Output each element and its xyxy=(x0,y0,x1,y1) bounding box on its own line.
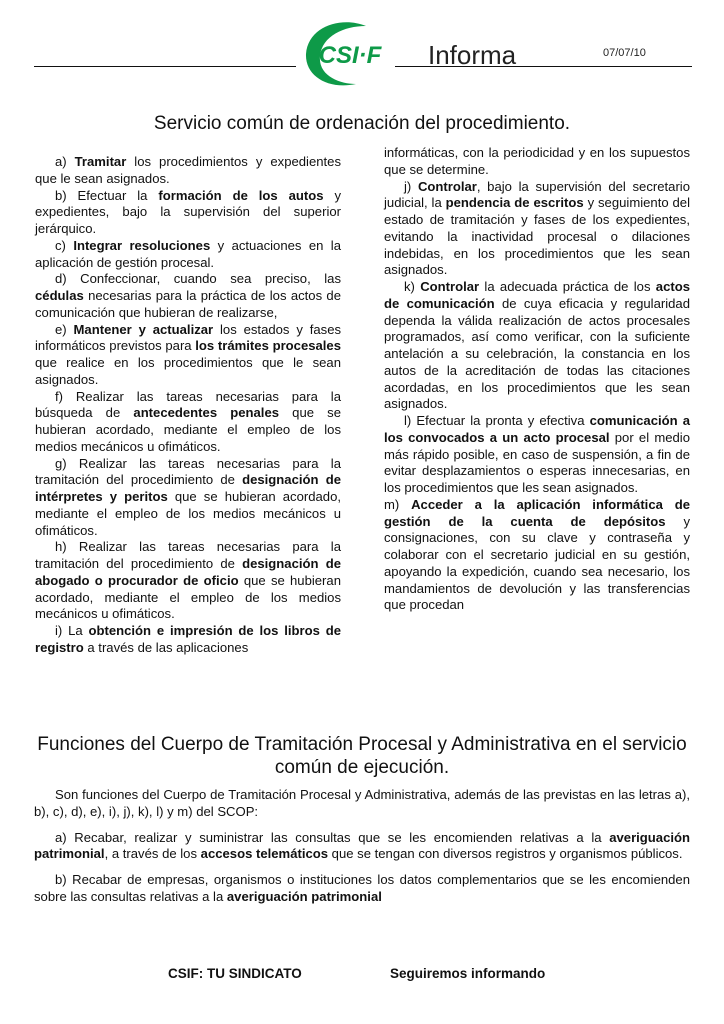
list-item xyxy=(35,322,341,389)
list-item xyxy=(35,154,341,188)
list-item xyxy=(384,145,690,179)
right-column xyxy=(384,145,690,614)
paragraph xyxy=(34,872,690,906)
list-item xyxy=(35,238,341,272)
list-item xyxy=(384,279,690,413)
text-run: m) xyxy=(384,496,412,512)
text-run: f) Realizar las tareas necesarias para la búsqueda de xyxy=(35,388,341,421)
paragraph xyxy=(34,830,690,864)
issue-date: 07/07/10 xyxy=(603,47,646,59)
bold-text: Integrar resoluciones xyxy=(73,237,211,253)
text-run: i) La xyxy=(55,623,89,638)
list-item xyxy=(384,413,690,497)
bold-text: averiguación patrimonial xyxy=(34,829,690,862)
left-column xyxy=(35,154,341,657)
text-run: g) Realizar las tareas necesarias para la tramitación del procedimiento de xyxy=(35,455,341,488)
header-rule-left xyxy=(34,66,296,67)
bold-text: Controlar xyxy=(417,178,477,194)
bold-text: Controlar xyxy=(420,279,480,294)
list-item xyxy=(35,188,341,238)
bold-text: accesos telemáticos xyxy=(200,846,329,862)
informa-label: Informa xyxy=(428,40,517,70)
bold-text: actos de comunicación xyxy=(384,279,690,311)
text-run: informáticas, con la periodicidad y en los supuestos que se determine. xyxy=(384,145,690,177)
text-run: y seguimiento del estado de tramitación y fases de los expedientes, evitando la inactividad procesal o dilaciones indebidas, en los procedimientos que les sean asignados. xyxy=(384,195,690,278)
text-run: h) Realizar las tareas necesarias para la tramitación del procedimiento de xyxy=(35,539,341,571)
section2-body xyxy=(34,787,690,915)
text-run: l) Efectuar la pronta y efectiva xyxy=(404,413,590,428)
bold-text: Acceder a la aplicación informática de gestión de la cuenta de depósitos xyxy=(384,496,690,529)
bold-text: comunicación a los convocados a un acto procesal xyxy=(384,413,690,445)
paragraph xyxy=(34,787,690,821)
bold-text: averiguación patrimonial xyxy=(226,888,382,904)
text-run: que se hubieran acordado, mediante el empleo de los medios mecánicos u ofimáticos. xyxy=(35,572,341,622)
bold-text: formación de los autos xyxy=(158,187,324,203)
text-run: k) xyxy=(404,279,421,294)
text-run: c) xyxy=(55,237,74,253)
bold-text: designación de abogado o procurador de oficio xyxy=(35,556,341,588)
list-item xyxy=(35,456,341,540)
text-run: , a través de los xyxy=(104,846,201,862)
text-run: de cuya eficacia y regularidad dependa la válida realización de actos procesales programados, así como verificar, con la suficiente antelación a su celebración, la constancia en los autos de la acreditación de todas las citaciones acordadas, en los procedimientos que les sean asignados. xyxy=(384,295,690,412)
bold-text: Mantener y actualizar xyxy=(73,321,214,337)
bold-text: antecedentes penales xyxy=(133,405,280,421)
section2-title: Funciones del Cuerpo de Tramitación Procesal y Administrativa en el servicio común de ejecución. xyxy=(37,734,687,778)
bold-text: obtención e impresión de los libros de registro xyxy=(35,623,342,655)
text-run: que se tengan con diversos registros y organismos públicos. xyxy=(328,846,683,862)
text-run: los estados y fases informáticos previstos para xyxy=(35,321,342,354)
text-run: a) Recabar, realizar y suministrar las consultas que se les encomienden relativas a la xyxy=(55,829,610,845)
text-run: los procedimientos y expedientes que le sean asignados. xyxy=(35,154,341,186)
text-run: , bajo la supervisión del secretario judicial, la xyxy=(384,178,690,211)
page-header xyxy=(0,0,724,100)
text-run: b) Efectuar la xyxy=(55,187,159,203)
text-run: necesarias para la práctica de los actos de comunicación que hubieran de realizarse, xyxy=(35,288,341,320)
text-run: a) xyxy=(55,154,75,169)
text-run: la adecuada práctica de los xyxy=(479,279,656,294)
list-item xyxy=(384,497,690,614)
footer-left: CSIF: TU SINDICATO xyxy=(168,966,302,981)
footer-right: Seguiremos informando xyxy=(390,966,546,981)
text-run: y consignaciones, con su clave y contraseña y colaborar con el secretario judicial en su gestión, apoyando la expedición, cuando sea necesario, los mandamientos de devolución y las transferencias que procedan xyxy=(384,513,690,613)
list-item xyxy=(384,179,690,280)
text-run: Son funciones del Cuerpo de Tramitación Procesal y Administrativa, además de las previstas en las letras a), b), c), d), e), i), j), k), l) y m) del SCOP: xyxy=(34,787,690,819)
bold-text: cédulas xyxy=(35,288,84,303)
text-run: y actuaciones en la aplicación de gestión procesal. xyxy=(35,237,341,270)
text-run: que se hubieran acordado, mediante el empleo de los medios mecánicos u ofimáticos. xyxy=(35,489,341,538)
csif-logo-icon xyxy=(300,18,396,90)
svg-text:CSI·F: CSI·F xyxy=(318,42,382,69)
list-item xyxy=(35,623,341,657)
text-run: por el medio más rápido posible, en caso de suspensión, a fin de evitar desplazamientos o esperas innecesarias, en los procedimientos que les sean asignados. xyxy=(384,429,690,495)
list-item xyxy=(35,271,341,321)
bold-text: pendencia de escritos xyxy=(445,195,584,211)
bold-text: los trámites procesales xyxy=(195,338,341,354)
text-run: a través de las aplicaciones xyxy=(83,639,249,655)
text-run: b) Recabar de empresas, organismos o instituciones los datos complementarios que se les encomienden sobre las consultas relativas a la xyxy=(34,872,690,904)
text-run: que se hubieran acordado, mediante el empleo de los medios mecánicos u ofimáticos. xyxy=(35,405,341,454)
text-run: y expedientes, bajo la supervisión del superior jerárquico. xyxy=(35,187,341,236)
text-run: d) Confeccionar, cuando sea preciso, las xyxy=(55,271,341,287)
list-item xyxy=(35,389,341,456)
bold-text: Tramitar xyxy=(74,154,127,169)
text-run: j) xyxy=(404,178,418,194)
section1-title: Servicio común de ordenación del procedimiento. xyxy=(153,113,571,134)
bold-text: designación de intérpretes y peritos xyxy=(35,472,341,504)
text-run: e) xyxy=(55,321,74,337)
text-run: que realice en los procedimientos que le sean asignados. xyxy=(35,355,341,387)
list-item xyxy=(35,539,341,623)
